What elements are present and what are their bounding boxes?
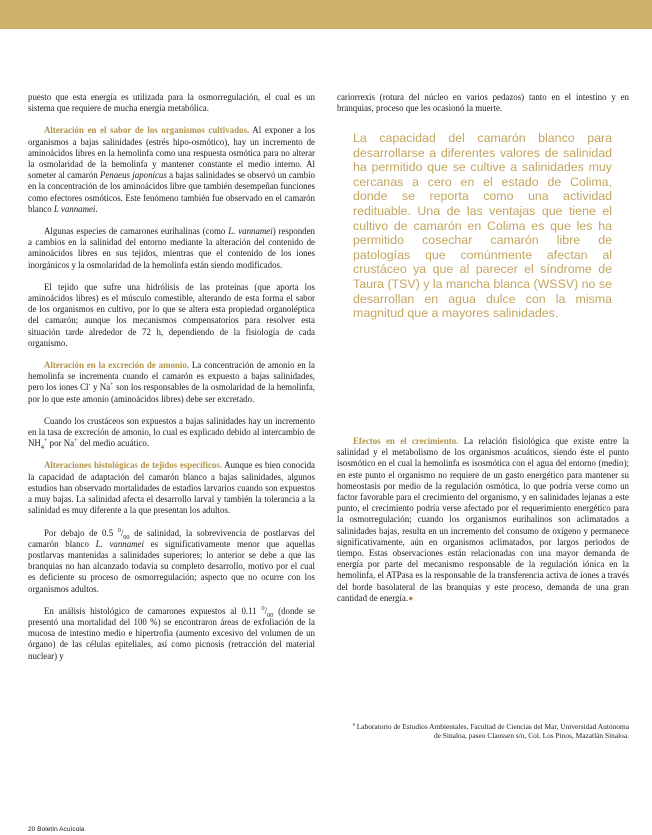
text: En análisis histológico de camarones expuestos al 0.11 xyxy=(44,605,262,616)
paragraph xyxy=(28,528,315,595)
paragraph-flavor xyxy=(28,125,315,215)
text: / xyxy=(120,527,124,538)
paragraph-histology xyxy=(28,460,315,516)
text: (donde se presentó una mortalidad del 100 %) se encontraron áreas de exfoliación de la mucosa de intestino medio e hipertrofia (aumento excesivo del volumen de un órgano) de las células epiteliales, así como picnosis (retracción del material nuclear) y xyxy=(28,605,315,661)
text: es significativamente menor que aquellas postlarvas mantenidas a salinidades superiores; lo anterior se debe a que las branquias no han alcanzado todavía su completo desarrollo, motivo por el cual es deficiente su proceso de osmorregulación; aspecto que no ocurre con los organismos adultos. xyxy=(28,538,315,594)
text: son los responsables de la osmolaridad de la hemolinfa, por lo que este amonio (aminoácidos libres) debe ser excretado. xyxy=(28,382,315,404)
text: . xyxy=(95,203,98,214)
text: Al exponer a los organismos a bajas salinidades (estrés hipo-osmótico), hay un incremento de aminoácidos libres en la hemolinfa como una respuesta osmótica para no alterar la osmolaridad de la hemolinfa y mantener constante el medio interno. Al someter al camarón xyxy=(28,125,315,181)
paragraph xyxy=(28,606,315,662)
left-column xyxy=(28,92,315,673)
text: Aunque es bien conocida la capacidad de adaptación del camarón blanco a bajas salinidades, algunos estudios han observado mortalidades de estadios larvarios cuando son expuestos a muy bajas. La salinidad afecta el desarrollo larval y también la tolerancia a la salinidad es muy diferente a la que presentan los adultos. xyxy=(28,460,315,516)
superscript: 0 xyxy=(117,526,121,534)
page-folio: 20 Boletín Acuícola xyxy=(28,826,85,833)
superscript: + xyxy=(43,437,48,445)
text: por Na xyxy=(47,438,75,449)
text: de salinidad, la sobrevivencia de postlarvas del camarón blanco xyxy=(28,527,315,549)
superscript: 0 xyxy=(261,604,265,612)
end-mark-icon: ● xyxy=(408,592,414,603)
text: Algunas especies de camarones eurihalinas (como xyxy=(44,226,229,237)
paragraph-growth xyxy=(337,436,629,604)
right-column-lower xyxy=(337,436,629,615)
right-column xyxy=(337,92,629,125)
paragraph xyxy=(28,226,315,271)
subscript: 00 xyxy=(267,611,274,619)
section-heading: Efectos en el crecimiento. xyxy=(353,436,459,446)
pull-quote: La capacidad del camarón blanco para desarrollarse a diferentes valores de salinidad ha permitido que se cultive a salinidades muy cercanas a cero en el estado de Colima, donde se reporta como una actividad redituable. Una de las ventajas que tiene el cultivo de camarón en Colima es que les ha permitido cosechar camarón libre de patologías que comúnmente afectan al crustáceo ya que al parecer el síndrome de Taura (TSV) y la mancha blanca (WSSV) no se desarrollan en agua dulce con la misma magnitud que a mayores salinidades. xyxy=(353,131,612,321)
text: / xyxy=(264,605,268,616)
superscript: a xyxy=(352,721,355,728)
text: y Na xyxy=(90,382,111,393)
species-name: L vannamei xyxy=(53,203,96,214)
text: Por debajo de 0.5 xyxy=(44,527,118,538)
text: La concentración de amonio en la hemolinfa se incrementa cuando el camarón es expuesto a bajas salinidades, pero los iones Cl xyxy=(28,360,315,393)
text: La relación fisiológica que existe entre la salinidad y el metabolismo de los organismos acuáticos, siendo éste el punto isosmótico en el cual la hemolinfa es isosmótica con el agua del entorno (medio); en este punto el organismo no requiere de un gasto energético para mantener su homeostasis por medio de la regulación osmótica, lo que podría verse como un factor favorable para el crecimiento del organismo, y en salinidades lejanas a este punto, el crecimiento podría verse afectado por el requerimiento energético para la osmorregulación; cuando los organismos eurihalinos son aclimatados a salinidades bajas, resulta en un incremento del consumo de oxígeno y permanece significativamente, aún en organismos aclimatados, por largos periodos de tiempo. Estas observaciones están relacionadas con una mayor demanda de energía por parte del mecanismo responsable de la regulación iónica en la hemolinfa, el ATPasa es la responsable de la transferencia activa de iones a través del borde basolateral de las branquias y este proceso, demanda de una gran cantidad de energía. xyxy=(337,436,629,603)
superscript: - xyxy=(88,381,91,389)
footnote-text: Laboratorio de Estudios Ambientales, Facultad de Ciencias del Mar, Universidad Autónoma de Sinaloa, paseo Claussen s/n, Col. Los Pinos, Mazatlán Sinaloa. xyxy=(354,722,629,741)
text: del medio acuático. xyxy=(77,438,150,449)
text: Cuando los crustáceos son expuestos a bajas salinidades hay un incremento en la tasa de excreción de amonio, lo cual es explicado debido al intercambio de NH xyxy=(28,415,315,449)
section-heading: Alteraciones histológicas de tejidos específicos. xyxy=(44,460,223,471)
paragraph: cariorrexis (rotura del núcleo en varios pedazos) tanto en el intestino y en branquias, proceso que les ocasionó la muerte. xyxy=(337,92,629,114)
top-color-bar xyxy=(0,0,652,29)
paragraph: puesto que esta energía es utilizada para la osmorregulación, el cual es un sistema que requiere de mucha energía metabólica. xyxy=(28,92,315,114)
subscript: 00 xyxy=(123,533,130,541)
section-heading: Alteración en el sabor de los organismos cultivados. xyxy=(44,125,250,136)
affiliation-footnote xyxy=(350,722,629,741)
text: a bajas salinidades se observó un cambio en la concentración de los aminoácidos libre que también desempeñan funciones como efectores osmóticos. Este fenómeno también fue observado en el camarón blanco xyxy=(28,170,315,214)
subscript: 4 xyxy=(40,444,44,452)
paragraph: El tejido que sufre una hidrólisis de las proteínas (que aporta los aminoácidos libres) es el músculo comestible, alterando de esta forma el sabor de los organismos en cultivo, por lo que se altera esta propiedad organoléptica del camarón; aunque los mecanismos compensatorios para resolver esta situación tarde alrededor de 72 h, dependiendo de la fisiología de cada organismo. xyxy=(28,281,315,348)
section-heading: Alteración en la excreción de amonio. xyxy=(44,360,189,371)
paragraph xyxy=(28,416,315,450)
species-name: L. vannamei xyxy=(95,538,144,549)
species-name: Penaeus japonicus xyxy=(99,170,167,181)
text: ) responden a cambios en la salinidad del entorno mediante la alteración del contenido de aminoácidos libres en sus tejidos, mientras que el contenido de los iones inorgánicos y la osmolaridad de la hemolinfa están siendo modificados. xyxy=(28,226,315,270)
species-name: L. vannamei xyxy=(228,226,273,237)
paragraph-ammonia xyxy=(28,360,315,405)
superscript: + xyxy=(110,381,114,389)
superscript: + xyxy=(74,437,78,445)
